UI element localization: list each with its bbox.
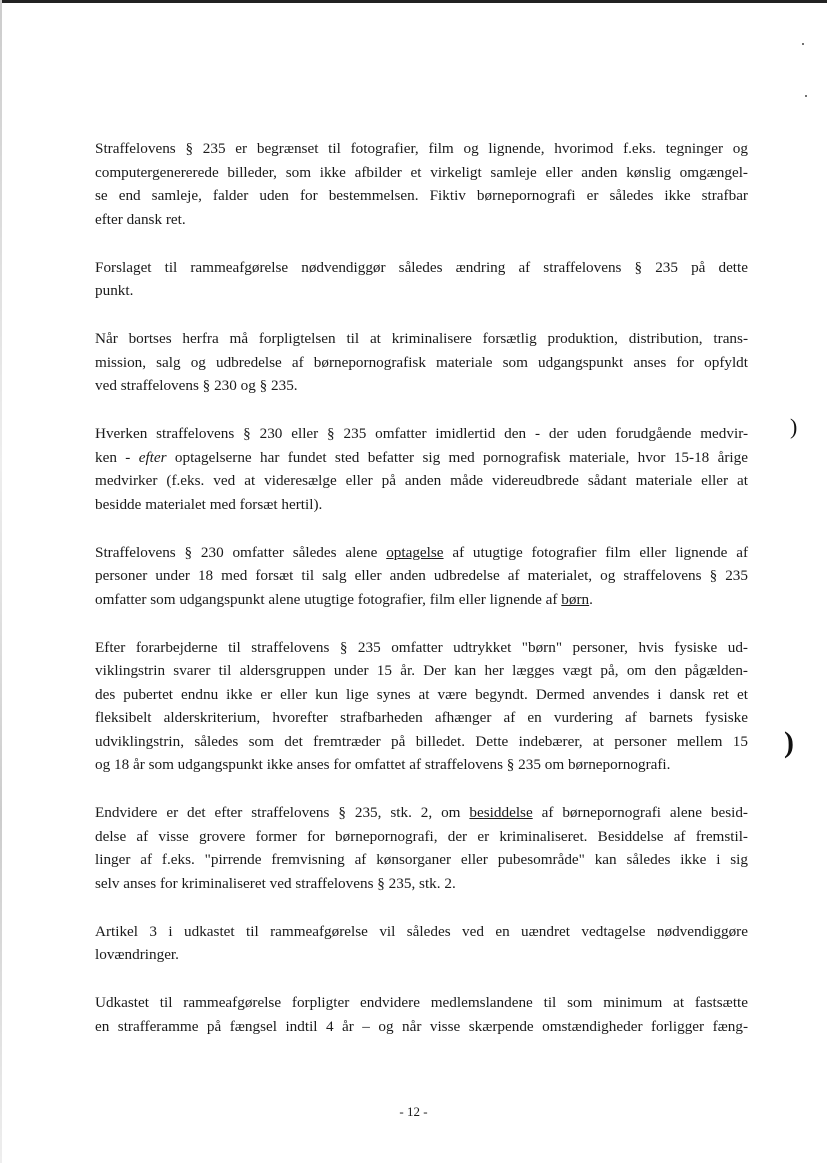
text-line: Når bortses herfra må forpligtelsen til at kriminalisere forsætlig produktion, distribution, trans- <box>95 330 748 347</box>
text-run: af utugtige fotografier film eller lignende af <box>443 543 748 561</box>
text-line <box>95 801 748 825</box>
document-body <box>95 137 748 1063</box>
scan-bracket-mark: ) <box>790 414 798 439</box>
text-line: des pubertet endnu ikke er eller kun lige synes at være begyndt. Dermed anvendes i dansk ret et <box>95 685 748 703</box>
scan-speck <box>805 95 807 97</box>
text-line: linger af f.eks. "pirrende fremvisning af kønsorganer eller pubesområde" kan således ikke i sig <box>95 851 748 868</box>
text-line: fleksibelt alderskriterium, hvorefter strafbarheden afhænger af en vurdering af barnets fysiske <box>95 709 748 726</box>
text-line: Forslaget til rammeafgørelse nødvendiggør således ændring af straffelovens § 235 på dette <box>95 258 748 276</box>
text-line: selv anses for kriminaliseret ved straffelovens § 235, stk. 2. <box>95 874 456 892</box>
text-line: se end samleje, falder uden for bestemmelsen. Fiktiv børnepornografi er således ikke strafbar <box>95 187 748 204</box>
underlined-term: børn <box>561 590 590 608</box>
text-line: mission, salg og udbredelse af børnepornografisk materiale som udgangspunkt anses for opfyldt <box>95 353 748 371</box>
text-run: . <box>589 590 593 608</box>
underlined-term: besiddelse <box>469 804 533 821</box>
text-line: personer under 18 med forsæt til salg eller anden udbredelse af materialet, og straffelovens § 235 <box>95 567 748 584</box>
text-line <box>95 588 748 612</box>
text-line: besidde materialet med forsæt hertil). <box>95 495 323 513</box>
text-run: optagelserne har fundet sted befatter sig med pornografisk materiale, hvor 15-18 årige <box>166 448 748 466</box>
paragraph <box>95 327 748 398</box>
underlined-term: optagelse <box>386 543 444 561</box>
paragraph <box>95 137 748 231</box>
text-line: medvirker (f.eks. ved at videresælge eller på anden måde videreudbrede sådant materiale eller at <box>95 472 748 489</box>
text-line: og 18 år som udgangspunkt ikke anses for omfattet af straffelovens § 235 om børnepornografi. <box>95 756 671 773</box>
paragraph <box>95 256 748 303</box>
italic-term: efter <box>138 448 167 466</box>
text-line: en strafferamme på fængsel indtil 4 år – og når visse skærpende omstændigheder forligger fæng- <box>95 1017 748 1035</box>
scan-left-edge <box>0 0 2 1163</box>
scan-speck <box>802 43 804 45</box>
text-line: udviklingstrin, således som det fremtræder på billedet. Dette indebærer, at personer mellem 15 <box>95 732 748 750</box>
scan-bracket-mark: ) <box>784 726 794 759</box>
paragraph <box>95 991 748 1038</box>
text-line <box>95 446 748 470</box>
text-line: Hverken straffelovens § 230 eller § 235 omfatter imidlertid den - der uden forudgående medvir- <box>95 425 748 442</box>
text-line: punkt. <box>95 282 134 299</box>
text-line: efter dansk ret. <box>95 210 186 228</box>
text-line: lovændringer. <box>95 946 179 963</box>
paragraph <box>95 541 748 612</box>
text-run: ken - <box>95 448 139 466</box>
text-line: Artikel 3 i udkastet til rammeafgørelse vil således ved en uændret vedtagelse nødvendiggøre <box>95 922 748 940</box>
text-line: Efter forarbejderne til straffelovens § 235 omfatter udtrykket "børn" personer, hvis fysiske ud- <box>95 638 748 656</box>
paragraph <box>95 636 748 777</box>
paragraph <box>95 920 748 967</box>
text-run: af børnepornografi alene besid- <box>532 804 748 821</box>
text-run: Endvidere er det efter straffelovens § 235, stk. 2, om <box>95 804 470 821</box>
scan-top-edge <box>0 0 827 3</box>
text-line: computergenererede billeder, som ikke afbilder et virkeligt samleje eller anden kønslig omgængel- <box>95 163 748 181</box>
text-run: Straffelovens § 230 omfatter således alene <box>95 543 387 561</box>
page-number: - 12 - <box>399 1104 428 1119</box>
paragraph <box>95 801 748 895</box>
text-line: Udkastet til rammeafgørelse forpligter endvidere medlemslandene til som minimum at fastsætte <box>95 994 748 1011</box>
paragraph <box>95 422 748 516</box>
text-line <box>95 541 748 565</box>
text-run: omfatter som udgangspunkt alene utugtige fotografier, film eller lignende af <box>95 590 562 608</box>
text-line: delse af visse grovere former for børnepornografi, der er kriminaliseret. Besiddelse af fremstil- <box>95 827 748 845</box>
text-line: ved straffelovens § 230 og § 235. <box>95 377 298 394</box>
text-line: Straffelovens § 235 er begrænset til fotografier, film og lignende, hvorimod f.eks. tegninger og <box>95 140 748 157</box>
text-line: viklingstrin svarer til aldersgruppen under 15 år. Der kan her lægges vægt på, om den pågælden- <box>95 662 748 679</box>
